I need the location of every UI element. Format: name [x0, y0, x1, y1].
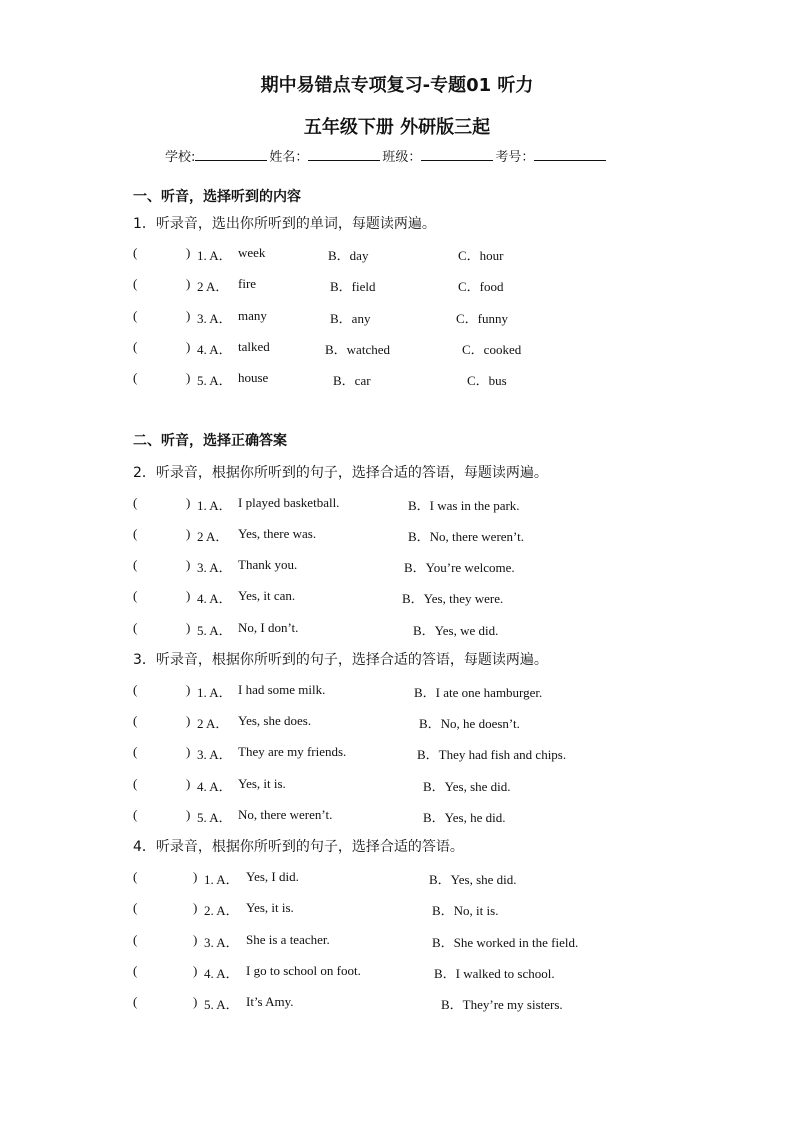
question-number: 2 A． [197, 716, 229, 731]
question-number: 1. A． [197, 685, 232, 700]
question-row [0, 308, 794, 326]
answer-paren-close: ) [186, 620, 191, 635]
option-b: B．Yes, they were. [402, 591, 504, 606]
answer-paren-close: ) [186, 744, 191, 759]
answer-paren-open[interactable]: ( [133, 620, 138, 635]
answer-paren-close: ) [193, 869, 198, 884]
question-number: 4. A． [197, 342, 232, 357]
option-a: She is a teacher. [246, 932, 330, 947]
answer-paren-open[interactable]: ( [133, 339, 138, 354]
answer-paren-open[interactable]: ( [133, 713, 138, 728]
option-c: C．cooked [462, 342, 522, 357]
question-row [0, 744, 794, 762]
option-b: B．Yes, she did. [423, 779, 511, 794]
option-a: Thank you. [238, 557, 298, 572]
question-number: 4. A． [204, 966, 239, 981]
answer-paren-close: ) [193, 900, 198, 915]
answer-paren-close: ) [186, 339, 191, 354]
question-row [0, 588, 794, 606]
question-number: 3. A． [204, 935, 239, 950]
answer-paren-open[interactable]: ( [133, 994, 138, 1009]
option-b: B．Yes, she did. [429, 872, 517, 887]
option-a: Yes, I did. [246, 869, 299, 884]
answer-paren-open[interactable]: ( [133, 557, 138, 572]
answer-paren-open[interactable]: ( [133, 526, 138, 541]
option-b: B．day [328, 248, 369, 263]
option-b: B．field [330, 279, 376, 294]
option-a: talked [238, 339, 270, 354]
answer-paren-open[interactable]: ( [133, 370, 138, 385]
question-row [0, 526, 794, 544]
question-number: 2. A． [204, 903, 239, 918]
student-info-line [165, 146, 608, 165]
page-title: 期中易错点专项复习-专题01 听力 [260, 75, 534, 96]
option-c: C．funny [456, 311, 509, 326]
question-row [0, 932, 794, 950]
answer-paren-open[interactable]: ( [133, 588, 138, 603]
answer-paren-close: ) [186, 713, 191, 728]
question-number: 1. A． [197, 248, 232, 263]
option-a: They are my friends. [238, 744, 347, 759]
option-a: I had some milk. [238, 682, 326, 697]
option-b: B．Yes, we did. [413, 623, 499, 638]
answer-paren-close: ) [186, 495, 191, 510]
option-b: B．watched [325, 342, 390, 357]
answer-paren-close: ) [186, 682, 191, 697]
answer-paren-close: ) [186, 526, 191, 541]
option-a: It’s Amy. [246, 994, 294, 1009]
question-row [0, 620, 794, 638]
answer-paren-close: ) [193, 932, 198, 947]
class-blank[interactable] [421, 148, 493, 161]
option-b: B．I was in the park. [408, 498, 520, 513]
option-b: B．No, it is. [432, 903, 499, 918]
option-a: Yes, she does. [238, 713, 312, 728]
answer-paren-open[interactable]: ( [133, 807, 138, 822]
answer-paren-close: ) [193, 994, 198, 1009]
question-row [0, 276, 794, 294]
option-a: No, there weren’t. [238, 807, 333, 822]
question-row [0, 994, 794, 1012]
answer-paren-close: ) [186, 308, 191, 323]
part-instruction-2: 2．听录音，根据你所听到的句子，选择合适的答语，每题读两遍。 [133, 465, 548, 481]
question-number: 3. A． [197, 747, 232, 762]
answer-paren-close: ) [186, 807, 191, 822]
part-instruction-4: 4．听录音，根据你所听到的句子，选择合适的答语。 [133, 839, 464, 855]
option-b: B．I ate one hamburger. [414, 685, 543, 700]
option-b: B．Yes, he did. [423, 810, 506, 825]
answer-paren-close: ) [186, 276, 191, 291]
answer-paren-open[interactable]: ( [133, 932, 138, 947]
question-row [0, 339, 794, 357]
answer-paren-open[interactable]: ( [133, 245, 138, 260]
option-a: No, I don’t. [238, 620, 299, 635]
answer-paren-open[interactable]: ( [133, 682, 138, 697]
name-label: 姓名： [269, 150, 309, 165]
option-b: B．I walked to school. [434, 966, 555, 981]
page-subtitle: 五年级下册 外研版三起 [303, 117, 491, 138]
answer-paren-close: ) [193, 963, 198, 978]
question-number: 1. A． [197, 498, 232, 513]
answer-paren-open[interactable]: ( [133, 744, 138, 759]
question-row [0, 370, 794, 388]
question-row [0, 869, 794, 887]
option-b: B．They had fish and chips. [417, 747, 567, 762]
option-a: house [238, 370, 269, 385]
question-row [0, 713, 794, 731]
question-number: 3. A． [197, 560, 232, 575]
answer-paren-close: ) [186, 370, 191, 385]
option-a: many [238, 308, 267, 323]
question-row [0, 900, 794, 918]
answer-paren-open[interactable]: ( [133, 900, 138, 915]
option-b: B．No, there weren’t. [408, 529, 525, 544]
option-b: B．No, he doesn’t. [419, 716, 520, 731]
question-number: 5. A． [197, 373, 232, 388]
question-number: 2 A． [197, 529, 229, 544]
answer-paren-close: ) [186, 588, 191, 603]
answer-paren-close: ) [186, 245, 191, 260]
answer-paren-open[interactable]: ( [133, 276, 138, 291]
question-number: 5. A． [204, 997, 239, 1012]
question-row [0, 963, 794, 981]
question-row [0, 682, 794, 700]
answer-paren-open[interactable]: ( [133, 776, 138, 791]
school-blank[interactable] [195, 148, 267, 161]
question-number: 3. A． [197, 311, 232, 326]
question-number: 5. A． [197, 810, 232, 825]
answer-paren-close: ) [186, 557, 191, 572]
option-a: I go to school on foot. [246, 963, 361, 978]
option-a: I played basketball. [238, 495, 340, 510]
question-number: 2 A． [197, 279, 229, 294]
answer-paren-open[interactable]: ( [133, 495, 138, 510]
name-blank[interactable] [308, 148, 380, 161]
option-c: C．food [458, 279, 504, 294]
part-instruction-3: 3．听录音，根据你所听到的句子，选择合适的答语，每题读两遍。 [133, 652, 548, 668]
question-row [0, 776, 794, 794]
answer-paren-open[interactable]: ( [133, 308, 138, 323]
option-a: Yes, it can. [238, 588, 296, 603]
option-b: B．car [333, 373, 371, 388]
question-row [0, 557, 794, 575]
section-heading-2: 二、听音，选择正确答案 [133, 433, 287, 449]
option-b: B．She worked in the field. [432, 935, 579, 950]
answer-paren-close: ) [186, 776, 191, 791]
number-label: 考号： [495, 150, 535, 165]
question-number: 4. A． [197, 779, 232, 794]
question-row [0, 807, 794, 825]
question-number: 4. A． [197, 591, 232, 606]
section-heading-1: 一、听音，选择听到的内容 [133, 189, 301, 205]
option-b: B．They’re my sisters. [441, 997, 563, 1012]
number-blank[interactable] [534, 148, 606, 161]
part-instruction-1: 1．听录音，选出你所听到的单词，每题读两遍。 [133, 216, 436, 232]
option-a: week [238, 245, 266, 260]
option-a: Yes, it is. [246, 900, 294, 915]
option-a: Yes, there was. [238, 526, 317, 541]
question-number: 1. A． [204, 872, 239, 887]
option-b: B．You’re welcome. [404, 560, 515, 575]
answer-paren-open[interactable]: ( [133, 963, 138, 978]
class-label: 班级： [382, 150, 422, 165]
answer-paren-open[interactable]: ( [133, 869, 138, 884]
question-row [0, 495, 794, 513]
option-a: Yes, it is. [238, 776, 286, 791]
question-row [0, 245, 794, 263]
option-b: B．any [330, 311, 371, 326]
option-c: C．hour [458, 248, 504, 263]
question-number: 5. A． [197, 623, 232, 638]
option-a: fire [238, 276, 257, 291]
option-c: C．bus [467, 373, 507, 388]
school-label: 学校: [165, 150, 196, 165]
